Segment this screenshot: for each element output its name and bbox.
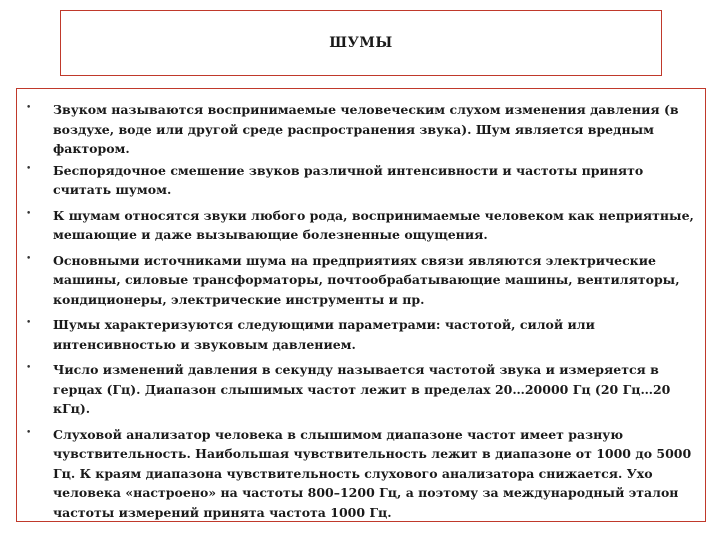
bullet-text-noise-sources: Основными источниками шума на предприятиях связи являются электрические машины, силовые трансформаторы, почтообрабатывающие машины, вентиляторы, кондиционеры, электрические инструменты и пр.: [53, 252, 680, 307]
bullet-icon: •: [26, 253, 32, 264]
slide-title: ШУМЫ: [329, 35, 393, 51]
bullet-icon: •: [26, 163, 32, 174]
bullet-text-noise-types: К шумам относятся звуки любого рода, воспринимаемые человеком как неприятные, мешающие и даже вызывающие болезненные ощущения.: [53, 207, 694, 242]
bullet-icon: •: [26, 363, 32, 373]
bullet-text-sound-definition: Звуком называются воспринимаемые человеческим слухом изменения давления (в воздухе, воде или другой среде распространения звука). Шум является вредным фактором.: [53, 102, 679, 156]
bullet-text-hearing-sensitivity: Слуховой анализатор человека в слышимом диапазоне частот имеет разную чувствительность. Наибольшая чувствительность лежит в диапазоне от 1000 до 5000 Гц. К краям диапазона чувствительность слухового анализатора снижается. Ухо человека «настроено» на частоты 800–1200 Гц, а поэтому за международный эталон частоты измерений принята частота 1000 Гц.: [53, 426, 692, 520]
title-box: [60, 10, 662, 76]
bullet-icon: •: [26, 208, 32, 219]
list-item: [17, 424, 705, 522]
bullet-text-noise-parameters: Шумы характеризуются следующими параметрами: частотой, силой или интенсивностью и звуковым давлением.: [53, 317, 595, 352]
content-box: [16, 88, 706, 522]
list-item: [17, 359, 705, 418]
list-item: [17, 250, 705, 309]
list-item: [17, 314, 705, 353]
bullet-icon: •: [26, 427, 32, 438]
bullet-text-frequency: Число изменений давления в секунду называется частотой звука и измеряется в герцах (Гц). Диапазон слышимых частот лежит в пределах 20…20000 Гц (20 Гц…20 кГц).: [53, 362, 671, 416]
bullet-text-noise-definition: Беспорядочное смешение звуков различной интенсивности и частоты принято считать шумом.: [53, 162, 644, 197]
list-item: [17, 205, 705, 244]
list-item: [17, 160, 705, 199]
list-item: [17, 99, 705, 158]
bullet-list: [17, 99, 705, 521]
bullet-icon: •: [26, 318, 32, 328]
bullet-icon: •: [26, 103, 32, 113]
